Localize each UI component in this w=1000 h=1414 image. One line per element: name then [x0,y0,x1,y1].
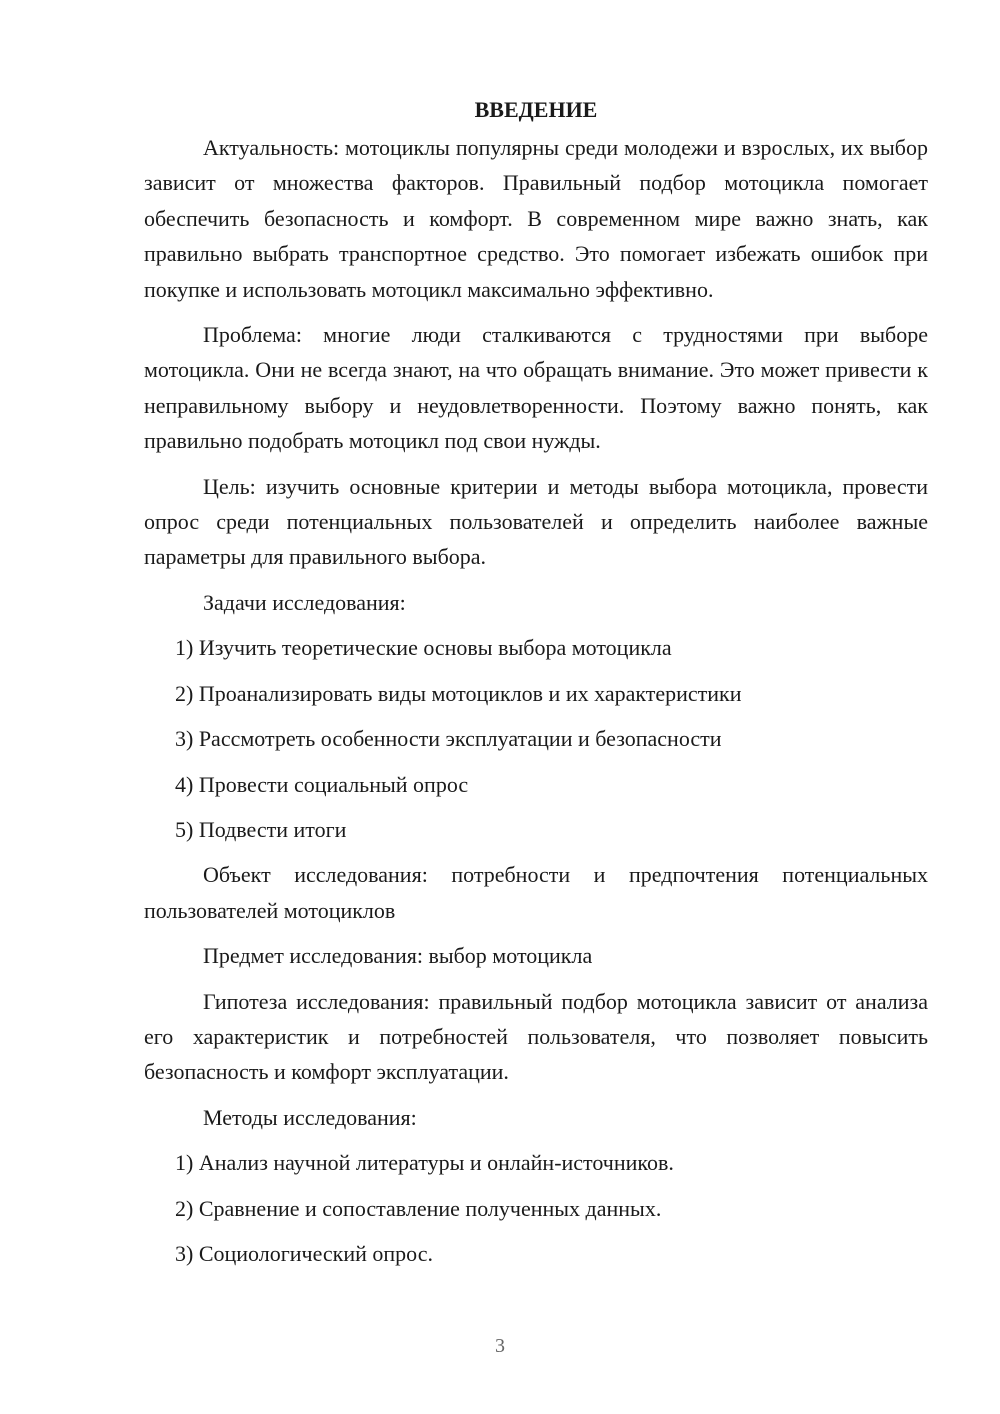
page-number: 3 [495,1335,505,1357]
task-item: 1) Изучить теоретические основы выбора мотоцикла [175,635,672,661]
paragraph-object: Объект исследования: потребности и предпочтения потенциальных пользователей мотоциклов [144,862,928,923]
task-item: 5) Подвести итоги [175,816,347,842]
tasks-heading: Задачи исследования: [203,589,406,615]
paragraph-hypothesis: Гипотеза исследования: правильный подбор мотоцикла зависит от анализа его характеристик и потребностей пользователя, что позволяет повысить безопасность и комфорт эксплуатации. [144,988,928,1085]
paragraph-subject: Предмет исследования: выбор мотоцикла [203,943,593,969]
document-page [144,94,928,1281]
task-item: 3) Рассмотреть особенности эксплуатации и безопасности [175,726,722,752]
method-item: 3) Социологический опрос. [175,1240,433,1266]
methods-heading: Методы исследования: [203,1104,417,1130]
paragraph-goal: Цель: изучить основные критерии и методы выбора мотоцикла, провести опрос среди потенциальных пользователей и определить наиболее важные параметры для правильного выбора. [144,473,928,570]
paragraph-relevance: Актуальность: мотоциклы популярны среди молодежи и взрослых, их выбор зависит от множества факторов. Правильный подбор мотоцикла помогает обеспечить безопасность и комфорт. В современном мире важно знать, как правильно выбрать транспортное средство. Это помогает избежать ошибок при покупке и использовать мотоцикл максимально эффективно. [144,135,928,302]
page-title: ВВЕДЕНИЕ [474,97,598,122]
task-item: 4) Провести социальный опрос [175,771,469,797]
method-item: 2) Сравнение и сопоставление полученных данных. [175,1195,662,1221]
task-item: 2) Проанализировать виды мотоциклов и их характеристики [175,680,742,706]
method-item: 1) Анализ научной литературы и онлайн-источников. [175,1150,674,1176]
paragraph-problem: Проблема: многие люди сталкиваются с трудностями при выборе мотоцикла. Они не всегда знают, на что обращать внимание. Это может привести к неправильному выбору и неудовлетворенности. Поэтому важно понять, как правильно подобрать мотоцикл под свои нужды. [144,322,928,454]
